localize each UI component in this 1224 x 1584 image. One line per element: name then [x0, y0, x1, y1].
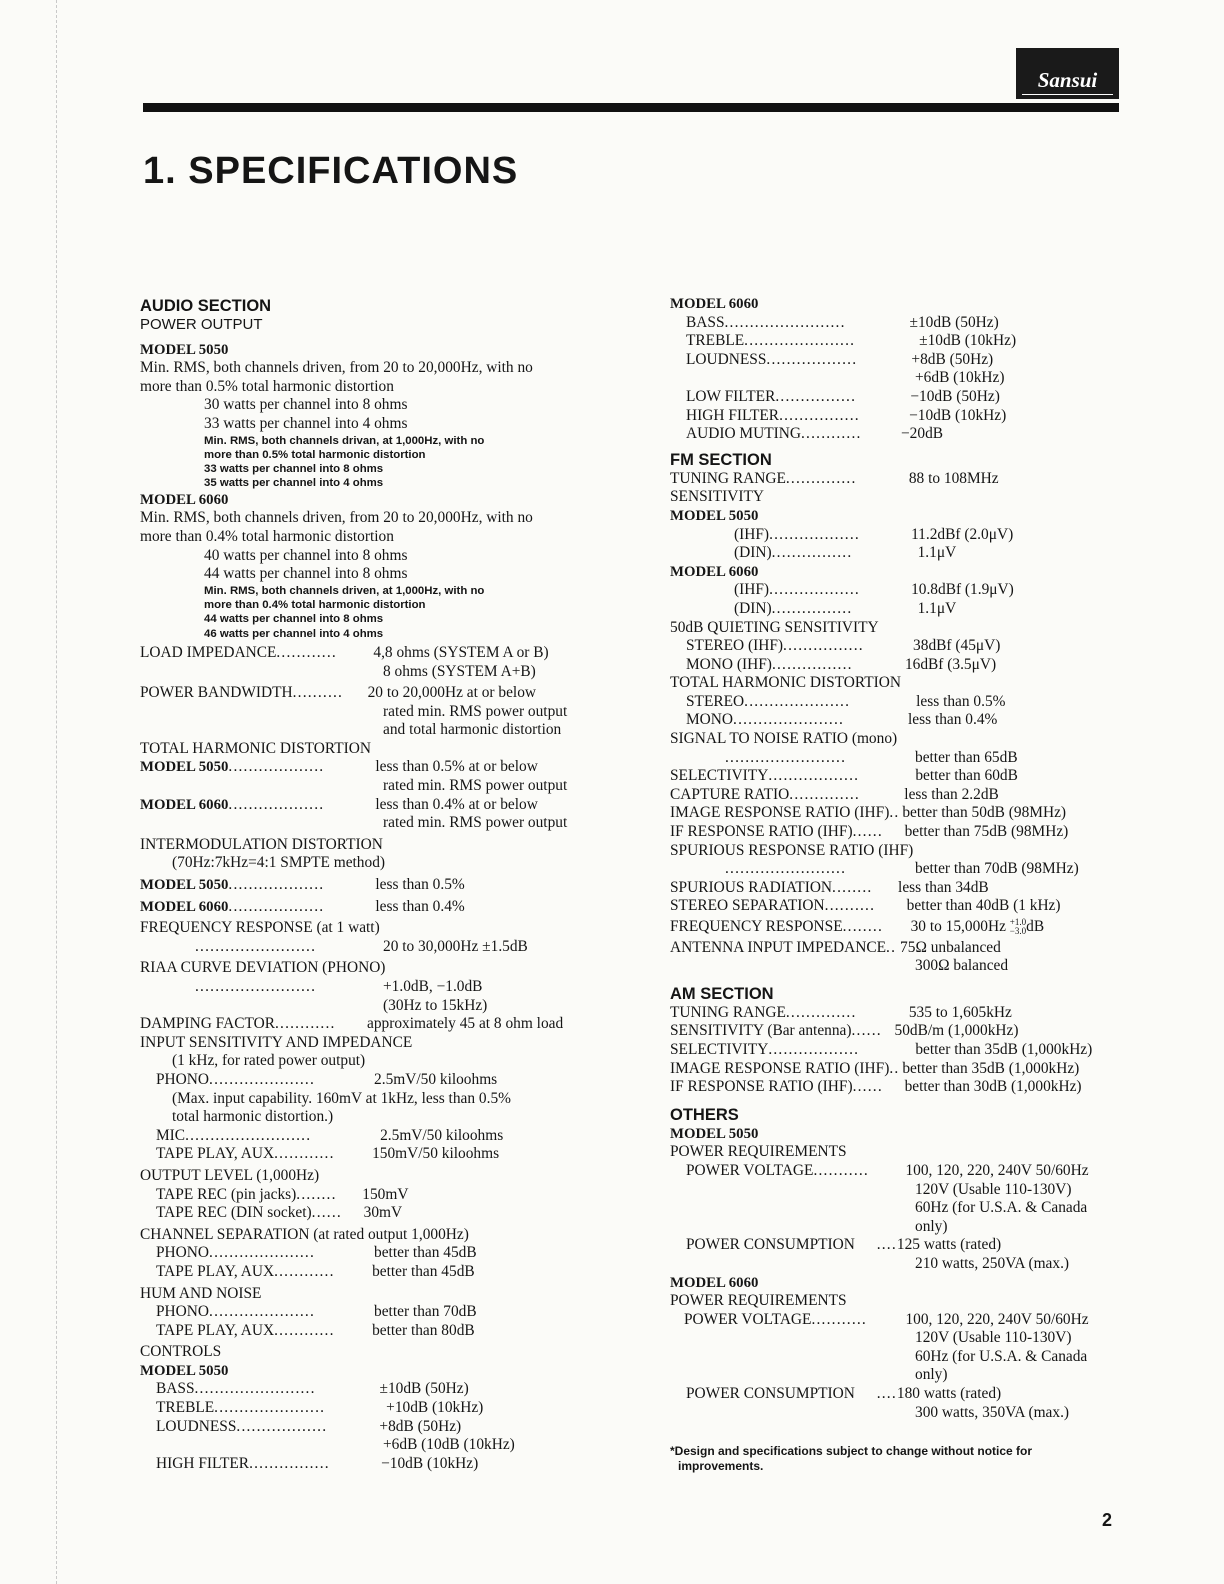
spec-label: HIGH FILTER	[686, 406, 780, 424]
spec-value: 30mV	[363, 1204, 403, 1222]
spec-text: 40 watts per channel into 8 ohms	[204, 546, 408, 564]
spec-value: 300 watts, 350VA (max.)	[915, 1403, 1070, 1421]
spec-label: POWER CONSUMPTION	[686, 1385, 855, 1403]
spec-label: SELECTIVITY	[670, 1040, 769, 1058]
scan-edge	[0, 0, 57, 1584]
spec-label: POWER VOLTAGE	[686, 1161, 814, 1179]
footnote	[670, 1444, 1130, 1474]
spec-value: 60Hz (for U.S.A. & Canada	[915, 1347, 1088, 1365]
spec-label: SPURIOUS RADIATION	[670, 878, 833, 896]
spec-value: less than 2.2dB	[904, 785, 999, 803]
spec-label: IF RESPONSE RATIO (IHF)	[670, 1078, 853, 1096]
spec-label: (1 kHz, for rated power output)	[172, 1052, 366, 1070]
spec-value	[911, 918, 1044, 937]
spec-value: 11.2dBf (2.0μV)	[911, 525, 1014, 543]
spec-value: less than 0.5%	[375, 876, 465, 894]
spec-label: STEREO SEPARATION	[670, 897, 825, 915]
spec-small: Min. RMS, both channels driven, at 1,000Hz, with no	[204, 584, 485, 597]
spec-label: INTERMODULATION DISTORTION	[140, 835, 383, 853]
spec-row: TAPE PLAY, AUX ............ 150mV/50 kiloohms	[156, 1145, 500, 1163]
spec-row: TUNING RANGE .............. 88 to 108MHz	[670, 469, 999, 487]
spec-row: SENSITIVITY (Bar antenna) ...... 50dB/m (1,000kHz)	[670, 1022, 1019, 1040]
spec-row: MODEL 6060 ................... less than 0.4% at or below	[140, 795, 538, 813]
spec-value: better than 75dB (98MHz)	[904, 823, 1069, 841]
spec-value: better than 70dB (98MHz)	[915, 860, 1079, 878]
spec-label: STEREO (IHF)	[686, 637, 784, 655]
spec-label: CONTROLS	[140, 1343, 222, 1361]
spec-label: HUM AND NOISE	[140, 1284, 262, 1302]
spec-value: less than 0.4% at or below	[375, 795, 538, 813]
spec-row: POWER CONSUMPTION .... 125 watts (rated)	[686, 1236, 1002, 1254]
spec-label: POWER CONSUMPTION	[686, 1236, 855, 1254]
spec-value: +6dB (10kHz)	[915, 369, 1005, 387]
spec-value: ±10dB (50Hz)	[909, 313, 999, 331]
spec-row: IMAGE RESPONSE RATIO (IHF) .. better than 50dB (98MHz)	[670, 804, 1067, 822]
spec-label: TOTAL HARMONIC DISTORTION	[670, 674, 901, 692]
spec-row: POWER VOLTAGE ........... 100, 120, 220, 240V 50/60Hz	[686, 1161, 1089, 1179]
spec-label: (DIN)	[734, 544, 772, 562]
spec-value: 20 to 30,000Hz ±1.5dB	[383, 937, 528, 955]
spec-label: (IHF)	[734, 525, 770, 543]
tuner-column	[670, 295, 1130, 1474]
spec-label: LOUDNESS	[156, 1417, 237, 1435]
spec-value: 100, 120, 220, 240V 50/60Hz	[905, 1310, 1089, 1328]
spec-small: 33 watts per channel into 8 ohms	[204, 463, 384, 476]
spec-label: POWER VOLTAGE	[684, 1310, 812, 1328]
spec-label: DAMPING FACTOR	[140, 1015, 275, 1033]
spec-label: CHANNEL SEPARATION (at rated output 1,000Hz)	[140, 1225, 469, 1243]
spec-value: and total harmonic distortion	[383, 721, 562, 739]
spec-row: TREBLE ...................... ±10dB (10kHz)	[686, 332, 1017, 350]
spec-label: LOW FILTER	[686, 387, 776, 405]
spec-row: MONO ...................... less than 0.4%	[686, 711, 998, 729]
spec-label: TAPE PLAY, AUX	[156, 1145, 275, 1163]
spec-row: STEREO ..................... less than 0.5%	[686, 692, 1006, 710]
spec-label: SENSITIVITY (Bar antenna)	[670, 1022, 852, 1040]
spec-text: 44 watts per channel into 8 ohms	[204, 565, 408, 583]
spec-value: 150mV	[362, 1185, 409, 1203]
spec-row: ........................ better than 65dB	[725, 748, 1018, 766]
spec-label: TAPE PLAY, AUX	[156, 1321, 275, 1339]
model-label: MODEL 6060	[140, 491, 229, 508]
spec-value: less than 0.5%	[916, 692, 1006, 710]
spec-value: 1.1μV	[917, 544, 957, 562]
spec-label: TOTAL HARMONIC DISTORTION	[140, 739, 371, 757]
spec-value: less than 0.5% at or below	[375, 758, 538, 776]
spec-label: SENSITIVITY	[670, 488, 765, 506]
spec-row: BASS ........................ ±10dB (50Hz)	[686, 313, 999, 331]
audio-column	[140, 296, 620, 1473]
spec-row: MONO (IHF) ................ 16dBf (3.5μV)	[686, 655, 997, 673]
spec-row: MIC ......................... 2.5mV/50 kiloohms	[156, 1126, 504, 1144]
spec-row: (IHF) .................. 11.2dBf (2.0μV)	[734, 525, 1014, 543]
spec-row: AUDIO MUTING ............ −20dB	[686, 425, 944, 443]
spec-label: POWER OUTPUT	[140, 316, 263, 333]
spec-label: CAPTURE RATIO	[670, 785, 790, 803]
spec-value: +6dB (10dB (10kHz)	[383, 1436, 515, 1454]
model-label: MODEL 6060	[140, 796, 229, 813]
fr-tolerance-plus: +1.0	[1009, 917, 1027, 928]
section-heading: AUDIO SECTION	[140, 297, 272, 315]
spec-value: better than 80dB	[372, 1321, 475, 1339]
spec-text: total harmonic distortion.)	[172, 1108, 334, 1126]
spec-small: 46 watts per channel into 4 ohms	[204, 627, 384, 640]
spec-text: Min. RMS, both channels driven, from 20 to 20,000Hz, with no	[140, 359, 533, 377]
model-label: MODEL 6060	[670, 296, 759, 312]
spec-row: ........................ better than 70dB (98MHz)	[725, 860, 1079, 878]
spec-value: −10dB (50Hz)	[910, 387, 1000, 405]
spec-row: MODEL 5050 ................... less than 0.5% at or below	[140, 758, 538, 776]
spec-label: (IHF)	[734, 581, 770, 599]
header-rule	[143, 103, 1119, 112]
spec-value: rated min. RMS power output	[383, 777, 568, 795]
spec-label: 50dB QUIETING SENSITIVITY	[670, 618, 879, 636]
spec-value: 50dB/m (1,000kHz)	[894, 1022, 1019, 1040]
spec-row: STEREO SEPARATION .......... better than 40dB (1 kHz)	[670, 897, 1061, 915]
spec-label: PHONO	[156, 1070, 210, 1088]
spec-label: STEREO	[686, 692, 745, 710]
spec-value: less than 34dB	[898, 878, 989, 896]
spec-value: 8 ohms (SYSTEM A+B)	[383, 662, 536, 680]
footnote-line: improvements.	[678, 1459, 764, 1474]
spec-value: 60Hz (for U.S.A. & Canada	[915, 1199, 1088, 1217]
spec-label: TUNING RANGE	[670, 469, 786, 487]
spec-row: FREQUENCY RESPONSE ........ 30 to 15,000Hz +1.0 −3.0 dB	[670, 917, 1045, 937]
spec-row: IF RESPONSE RATIO (IHF) ...... better than 30dB (1,000kHz)	[670, 1078, 1082, 1096]
spec-value: better than 50dB (98MHz)	[902, 804, 1067, 822]
spec-value: better than 70dB	[374, 1303, 477, 1321]
spec-row: HIGH FILTER ................ −10dB (10kHz)	[156, 1454, 479, 1472]
spec-value: approximately 45 at 8 ohm load	[366, 1015, 564, 1033]
spec-value: ±10dB (10kHz)	[919, 332, 1017, 350]
spec-text: (Max. input capability. 160mV at 1kHz, less than 0.5%	[172, 1089, 511, 1107]
spec-row: LOUDNESS .................. +8dB (50Hz)	[156, 1417, 462, 1435]
spec-value: 150mV/50 kiloohms	[372, 1145, 500, 1163]
spec-text: 30 watts per channel into 8 ohms	[204, 396, 408, 414]
spec-label: SELECTIVITY	[670, 767, 769, 785]
spec-value: 16dBf (3.5μV)	[904, 655, 997, 673]
spec-row: LOW FILTER ................ −10dB (50Hz)	[686, 387, 1000, 405]
spec-row: (DIN) ................ 1.1μV	[734, 599, 957, 617]
spec-label: FREQUENCY RESPONSE	[670, 918, 843, 935]
spec-label: ANTENNA INPUT IMPEDANCE	[670, 938, 887, 956]
spec-label: TREBLE	[686, 332, 745, 350]
model-label: MODEL 5050	[670, 1125, 759, 1142]
spec-label: TREBLE	[156, 1399, 215, 1417]
spec-row: TAPE PLAY, AUX ............ better than 80dB	[156, 1321, 475, 1339]
model-label: MODEL 5050	[140, 877, 229, 894]
spec-value: better than 60dB	[915, 767, 1018, 785]
spec-value: −10dB (10kHz)	[909, 406, 1007, 424]
spec-row: MODEL 5050 ................... less than 0.5%	[140, 876, 465, 894]
spec-value: 88 to 108MHz	[908, 469, 999, 487]
spec-value: 1.1μV	[917, 599, 957, 617]
spec-label: POWER REQUIREMENTS	[670, 1292, 847, 1310]
model-label: MODEL 5050	[670, 507, 759, 524]
spec-value: 20 to 20,000Hz at or below	[367, 684, 537, 702]
spec-label: (70Hz:7kHz=4:1 SMPTE method)	[172, 854, 386, 872]
model-label: MODEL 6060	[670, 563, 759, 580]
spec-label: POWER REQUIREMENTS	[670, 1143, 847, 1161]
spec-label: RIAA CURVE DEVIATION (PHONO)	[140, 959, 386, 977]
spec-value: better than 45dB	[374, 1244, 477, 1262]
spec-row: POWER VOLTAGE ........... 100, 120, 220, 240V 50/60Hz	[684, 1310, 1089, 1328]
spec-label: MONO	[686, 711, 734, 729]
spec-label: HIGH FILTER	[156, 1454, 250, 1472]
fr-tolerance-minus: −3.0	[1009, 926, 1027, 937]
fr-unit: dB	[1026, 918, 1045, 935]
brand-logo-text: Sansui	[1037, 68, 1098, 92]
spec-value: +8dB (50Hz)	[911, 350, 994, 368]
spec-small: more than 0.5% total harmonic distortion	[204, 448, 426, 461]
spec-label: TAPE PLAY, AUX	[156, 1262, 275, 1280]
spec-row: SELECTIVITY .................. better than 60dB	[670, 767, 1018, 785]
spec-value: better than 35dB (1,000kHz)	[902, 1059, 1080, 1077]
spec-value: −10dB (10kHz)	[381, 1454, 479, 1472]
spec-label: IMAGE RESPONSE RATIO (IHF)	[670, 1059, 890, 1077]
spec-row: IF RESPONSE RATIO (IHF) ...... better than 75dB (98MHz)	[670, 823, 1069, 841]
spec-text: more than 0.5% total harmonic distortion	[140, 377, 394, 395]
spec-value: only)	[915, 1217, 948, 1235]
spec-value: (30Hz to 15kHz)	[383, 996, 488, 1014]
spec-value: 300Ω balanced	[915, 957, 1009, 975]
spec-label: MIC	[156, 1126, 186, 1144]
spec-small: 35 watts per channel into 4 ohms	[204, 477, 384, 490]
section-heading: FM SECTION	[670, 450, 772, 469]
model-label: MODEL 6060	[140, 898, 229, 915]
spec-value: 180 watts (rated)	[896, 1385, 1002, 1403]
spec-value: 4,8 ohms (SYSTEM A or B)	[373, 643, 549, 661]
spec-value: 120V (Usable 110-130V)	[915, 1180, 1072, 1198]
spec-row: MODEL 6060 ................... less than 0.4%	[140, 897, 465, 915]
model-label: MODEL 5050	[140, 341, 229, 358]
spec-row: IMAGE RESPONSE RATIO (IHF) .. better than 35dB (1,000kHz)	[670, 1059, 1080, 1077]
spec-value: +8dB (50Hz)	[379, 1417, 462, 1435]
spec-row: POWER BANDWIDTH .......... 20 to 20,000Hz at or below	[140, 684, 537, 702]
spec-value: better than 35dB (1,000kHz)	[915, 1040, 1093, 1058]
spec-label: INPUT SENSITIVITY AND IMPEDANCE	[140, 1033, 413, 1051]
spec-label: (DIN)	[734, 599, 772, 617]
spec-row: PHONO ..................... better than 70dB	[156, 1303, 477, 1321]
spec-value: better than 30dB (1,000kHz)	[904, 1078, 1082, 1096]
spec-text: 33 watts per channel into 4 ohms	[204, 414, 408, 432]
spec-value: rated min. RMS power output	[383, 814, 568, 832]
spec-small: Min. RMS, both channels drivan, at 1,000Hz, with no	[204, 434, 485, 447]
spec-value: 10.8dBf (1.9μV)	[911, 581, 1014, 599]
fr-range: 30 to 15,000Hz	[910, 918, 1006, 935]
spec-row: STEREO (IHF) ................ 38dBf (45μV)	[686, 637, 1001, 655]
model-label: MODEL 5050	[140, 1362, 229, 1379]
spec-value: 210 watts, 250VA (max.)	[915, 1254, 1070, 1272]
spec-label: TAPE REC (DIN socket)	[156, 1204, 312, 1222]
spec-row: PHONO ..................... better than 45dB	[156, 1244, 477, 1262]
spec-value: +1.0dB, −1.0dB	[383, 978, 483, 995]
model-label: MODEL 6060	[670, 1274, 759, 1291]
spec-label: OUTPUT LEVEL (1,000Hz)	[140, 1166, 320, 1184]
spec-label: PHONO	[156, 1303, 210, 1321]
spec-row: POWER CONSUMPTION .... 180 watts (rated)	[686, 1385, 1002, 1403]
spec-row: TAPE REC (pin jacks) ........ 150mV	[156, 1185, 409, 1203]
spec-row: SPURIOUS RADIATION ........ less than 34dB	[670, 878, 989, 896]
spec-row: (DIN) ................ 1.1μV	[734, 544, 957, 562]
spec-row: PHONO ..................... 2.5mV/50 kiloohms	[156, 1070, 498, 1088]
spec-row: BASS ........................ ±10dB (50Hz)	[156, 1380, 469, 1398]
spec-value: 75Ω unbalanced	[900, 938, 1001, 956]
spec-row: HIGH FILTER ................ −10dB (10kHz)	[686, 406, 1007, 424]
spec-value: better than 45dB	[372, 1262, 475, 1280]
spec-label: PHONO	[156, 1244, 210, 1262]
spec-value: better than 40dB (1 kHz)	[906, 897, 1061, 915]
spec-label: IF RESPONSE RATIO (IHF)	[670, 823, 853, 841]
sansui-logo	[1016, 48, 1119, 99]
spec-row: CAPTURE RATIO .............. less than 2.2dB	[670, 785, 999, 803]
footnote-line: *Design and specifications subject to change without notice for	[670, 1444, 1033, 1459]
spec-row: LOAD IMPEDANCE ............ 4,8 ohms (SYSTEM A or B)	[140, 643, 549, 661]
spec-row: (IHF) .................. 10.8dBf (1.9μV)	[734, 581, 1014, 599]
spec-row: SELECTIVITY .................. better than 35dB (1,000kHz)	[670, 1040, 1093, 1058]
spec-text: more than 0.4% total harmonic distortion	[140, 527, 394, 545]
spec-row: ........................ 20 to 30,000Hz ±1.5dB	[195, 937, 528, 955]
spec-label: SIGNAL TO NOISE RATIO (mono)	[670, 730, 898, 748]
spec-value: −20dB	[901, 425, 944, 443]
spec-value: 535 to 1,605kHz	[908, 1003, 1012, 1021]
spec-label: BASS	[156, 1380, 195, 1398]
spec-label: POWER BANDWIDTH	[140, 684, 293, 702]
spec-value: less than 0.4%	[908, 711, 998, 729]
spec-row: ........................ +1.0dB, −1.0dB	[195, 978, 483, 995]
spec-row: TAPE REC (DIN socket) ...... 30mV	[156, 1204, 403, 1222]
spec-small: 44 watts per channel into 8 ohms	[204, 613, 384, 626]
page-number: 2	[1102, 1510, 1113, 1530]
spec-small: more than 0.4% total harmonic distortion	[204, 599, 426, 612]
section-heading: OTHERS	[670, 1105, 739, 1124]
spec-row: ANTENNA INPUT IMPEDANCE .. 75Ω unbalanced	[670, 938, 1001, 956]
spec-value: 125 watts (rated)	[896, 1236, 1002, 1254]
spec-label: FREQUENCY RESPONSE (at 1 watt)	[140, 919, 380, 937]
spec-label: LOUDNESS	[686, 350, 767, 368]
spec-text: Min. RMS, both channels driven, from 20 to 20,000Hz, with no	[140, 509, 533, 527]
model-label: MODEL 5050	[140, 759, 229, 776]
page-title: 1. SPECIFICATIONS	[143, 150, 519, 192]
spec-label: BASS	[686, 313, 725, 331]
spec-value: 100, 120, 220, 240V 50/60Hz	[905, 1161, 1089, 1179]
spec-row: TREBLE ...................... +10dB (10kHz)	[156, 1399, 484, 1417]
spec-row: LOUDNESS .................. +8dB (50Hz)	[686, 350, 994, 368]
spec-label: AUDIO MUTING	[686, 425, 801, 443]
spec-label: LOAD IMPEDANCE	[140, 643, 277, 661]
spec-value: 38dBf (45μV)	[913, 637, 1001, 655]
spec-row: TAPE PLAY, AUX ............ better than 45dB	[156, 1262, 475, 1280]
spec-value: 120V (Usable 110-130V)	[915, 1329, 1072, 1347]
spec-value: ±10dB (50Hz)	[379, 1380, 469, 1398]
spec-value: less than 0.4%	[375, 897, 465, 915]
spec-value: rated min. RMS power output	[383, 702, 568, 720]
spec-value: better than 65dB	[915, 748, 1018, 766]
spec-row: TUNING RANGE .............. 535 to 1,605kHz	[670, 1003, 1012, 1021]
spec-label: IMAGE RESPONSE RATIO (IHF)	[670, 804, 890, 822]
spec-label: MONO (IHF)	[686, 655, 772, 673]
spec-value: only)	[915, 1366, 948, 1384]
spec-label: TUNING RANGE	[670, 1003, 786, 1021]
spec-value: 2.5mV/50 kiloohms	[380, 1126, 504, 1144]
spec-label: SPURIOUS RESPONSE RATIO (IHF)	[670, 841, 914, 859]
spec-value: 2.5mV/50 kiloohms	[374, 1070, 498, 1088]
spec-label: TAPE REC (pin jacks)	[156, 1185, 297, 1203]
section-heading: AM SECTION	[670, 984, 774, 1003]
spec-row: DAMPING FACTOR ............ approximately 45 at 8 ohm load	[140, 1015, 564, 1033]
spec-value: +10dB (10kHz)	[386, 1399, 484, 1417]
